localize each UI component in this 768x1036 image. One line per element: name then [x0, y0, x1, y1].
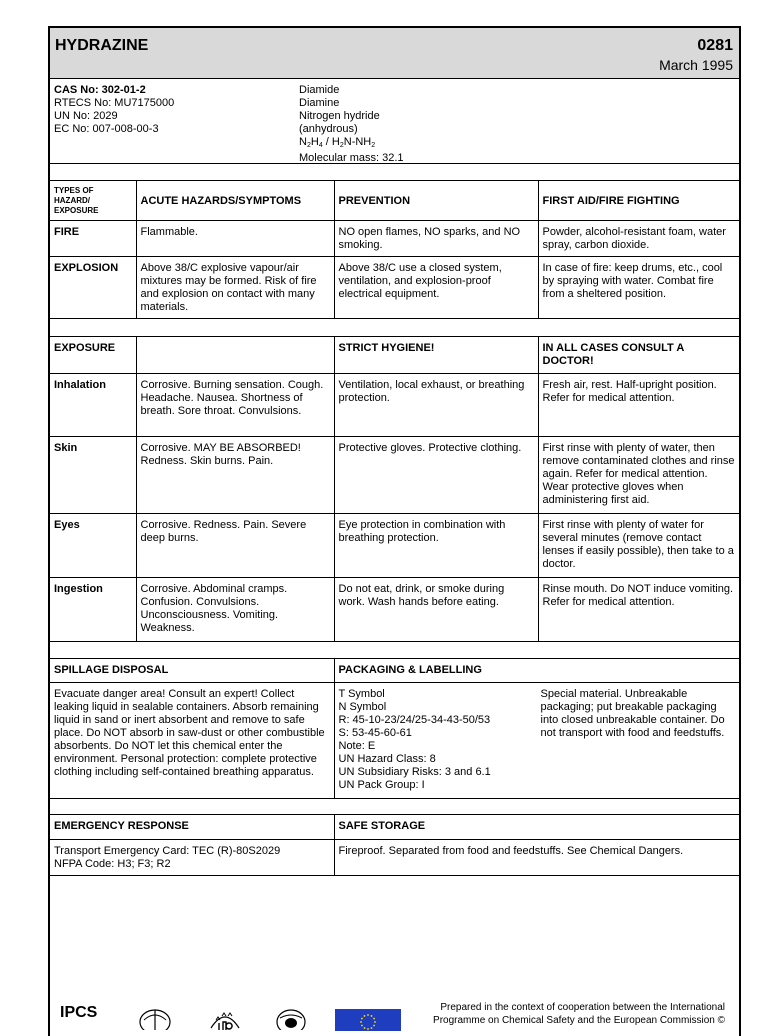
flag-star	[367, 1014, 369, 1016]
flag-star	[360, 1021, 362, 1023]
prevention-cell: NO open flames, NO sparks, and NO smoking.	[334, 221, 538, 257]
molecular-mass: Molecular mass: 32.1	[299, 152, 404, 164]
acute-header	[136, 337, 334, 373]
unep-emblem-icon	[274, 1006, 308, 1030]
spillage-header: SPILLAGE DISPOSAL	[50, 659, 334, 683]
emergency-header: EMERGENCY RESPONSE	[50, 815, 334, 839]
section-gap	[50, 799, 739, 815]
emergency-storage-table	[50, 815, 739, 876]
table-row	[50, 513, 739, 577]
flag-star	[373, 1018, 375, 1020]
flag-star	[364, 1027, 366, 1029]
rtecs-number: RTECS No: MU7175000	[54, 97, 175, 109]
table-row	[50, 683, 739, 799]
card-header	[50, 28, 739, 79]
flag-star	[371, 1015, 373, 1017]
chemical-formula: $N_2H_4 / H_2N-NH_2$	[299, 136, 376, 149]
packaging-header: PACKAGING & LABELLING	[334, 659, 739, 683]
section-gap	[50, 642, 739, 659]
prevention-cell: Do not eat, drink, or smoke during work. Wash hands before eating.	[334, 577, 538, 641]
prevention-header: PREVENTION	[334, 181, 538, 221]
synonym: Nitrogen hydride	[299, 110, 380, 122]
spillage-text: Evacuate danger area! Consult an expert! Collect leaking liquid in sealable containers. Absorb remaining liquid in sand or inert absorbent and remove to safe place. Do NOT absorb in saw-dust or other combustible absorbents. Do NOT let this chemical enter the environment. Personal protection: complete protective clothing including self-contained breathing apparatus.	[50, 683, 334, 799]
prevention-cell: Ventilation, local exhaust, or breathing protection.	[334, 373, 538, 436]
hazard-type: EXPLOSION	[50, 257, 136, 319]
flag-star	[361, 1018, 363, 1020]
prevention-cell: Above 38/C use a closed system, ventilation, and explosion-proof electrical equipment.	[334, 257, 538, 319]
synonym: Diamine	[299, 97, 340, 109]
ipcs-logo: IPCS	[60, 1004, 98, 1021]
who-emblem-icon	[138, 1006, 172, 1030]
exposure-route: Ingestion	[50, 577, 136, 641]
flag-star	[367, 1028, 369, 1030]
acute-cell: Corrosive. Burning sensation. Cough. Headache. Nausea. Shortness of breath. Sore throat. Convulsions.	[136, 373, 334, 436]
table-row	[50, 436, 739, 513]
acute-cell: Corrosive. Redness. Pain. Severe deep burns.	[136, 513, 334, 577]
cas-number: CAS No: 302-01-2	[54, 84, 146, 96]
un-number: UN No: 2029	[54, 110, 118, 122]
packaging-notes: Special material. Unbreakable packaging; put breakable packaging into closed unbreakable container. Do not transport with food and feedstuffs.	[537, 683, 740, 799]
flag-star	[364, 1015, 366, 1017]
spillage-packaging-table	[50, 659, 739, 800]
chemical-name: HYDRAZINE	[55, 37, 149, 54]
firstaid-cell: First rinse with plenty of water, then remove contaminated clothes and rinse again. Refer for medical attention. Wear protective gloves when administering first aid.	[538, 436, 739, 513]
flag-field	[335, 1009, 401, 1031]
packaging-labels: T Symbol N Symbol R: 45-10-23/24/25-34-43-50/53 S: 53-45-60-61 Note: E UN Hazard Class: 8 UN Subsidiary Risks: 3 and 6.1 UN Pack Group: I	[334, 683, 537, 799]
storage-header: SAFE STORAGE	[334, 815, 739, 839]
table-row	[50, 839, 739, 875]
synonym-list	[299, 84, 404, 165]
eu-flag-icon	[335, 1009, 401, 1031]
flag-star	[374, 1021, 376, 1023]
card-date: March 1995	[659, 57, 733, 73]
firstaid-header: FIRST AID/FIRE FIGHTING	[538, 181, 739, 221]
exposure-route: Inhalation	[50, 373, 136, 436]
ilo-emblem-icon	[208, 1006, 242, 1030]
emergency-text: Transport Emergency Card: TEC (R)-80S2029 NFPA Code: H3; F3; R2	[50, 839, 334, 875]
hazards-table	[50, 181, 739, 319]
table-row	[50, 373, 739, 436]
prevention-cell: Protective gloves. Protective clothing.	[334, 436, 538, 513]
synonym: Diamide	[299, 84, 340, 96]
acute-header: ACUTE HAZARDS/SYMPTOMS	[136, 181, 334, 221]
table-row	[50, 577, 739, 641]
hazard-type: FIRE	[50, 221, 136, 257]
storage-text: Fireproof. Separated from food and feedstuffs. See Chemical Dangers.	[334, 839, 739, 875]
table-row	[50, 815, 739, 839]
firstaid-cell: In case of fire: keep drums, etc., cool by spraying with water. Combat fire from a sheltered position.	[538, 257, 739, 319]
consult-header: IN ALL CASES CONSULT A DOCTOR!	[538, 337, 739, 373]
exposure-header-row	[50, 337, 739, 373]
prevention-cell: Eye protection in combination with breathing protection.	[334, 513, 538, 577]
synonym: (anhydrous)	[299, 123, 358, 135]
flag-star	[373, 1025, 375, 1027]
table-row	[50, 659, 739, 683]
types-header: TYPES OF HAZARD/ EXPOSURE	[50, 181, 136, 221]
flag-star	[371, 1027, 373, 1029]
flag-star	[361, 1025, 363, 1027]
icsc-card	[48, 26, 741, 1036]
section-gap	[50, 319, 739, 337]
hygiene-header: STRICT HYGIENE!	[334, 337, 538, 373]
acute-cell: Flammable.	[136, 221, 334, 257]
firstaid-cell: First rinse with plenty of water for several minutes (remove contact lenses if easily possible), then take to a doctor.	[538, 513, 739, 577]
card-number: 0281	[697, 37, 733, 54]
exposure-header: EXPOSURE	[50, 337, 136, 373]
acute-cell: Corrosive. MAY BE ABSORBED! Redness. Skin burns. Pain.	[136, 436, 334, 513]
acute-cell: Corrosive. Abdominal cramps. Confusion. Convulsions. Unconsciousness. Vomiting. Weakness.	[136, 577, 334, 641]
exposure-route: Skin	[50, 436, 136, 513]
firstaid-cell: Rinse mouth. Do NOT induce vomiting. Refer for medical attention.	[538, 577, 739, 641]
exposure-table	[50, 337, 739, 642]
firstaid-cell: Fresh air, rest. Half-upright position. Refer for medical attention.	[538, 373, 739, 436]
cooperation-note: Prepared in the context of cooperation between the International Programme on Chemical Safety and the European Commission ©	[433, 1002, 725, 1026]
table-row	[50, 257, 739, 319]
exposure-route: Eyes	[50, 513, 136, 577]
table-row	[50, 221, 739, 257]
acute-cell: Above 38/C explosive vapour/air mixtures may be formed. Risk of fire and explosion on contact with many materials.	[136, 257, 334, 319]
section-gap	[50, 164, 739, 181]
ec-number: EC No: 007-008-00-3	[54, 123, 159, 135]
firstaid-cell: Powder, alcohol-resistant foam, water spray, carbon dioxide.	[538, 221, 739, 257]
hazards-header-row	[50, 181, 739, 221]
identifier-list	[54, 84, 174, 136]
identifiers-section	[50, 79, 739, 164]
